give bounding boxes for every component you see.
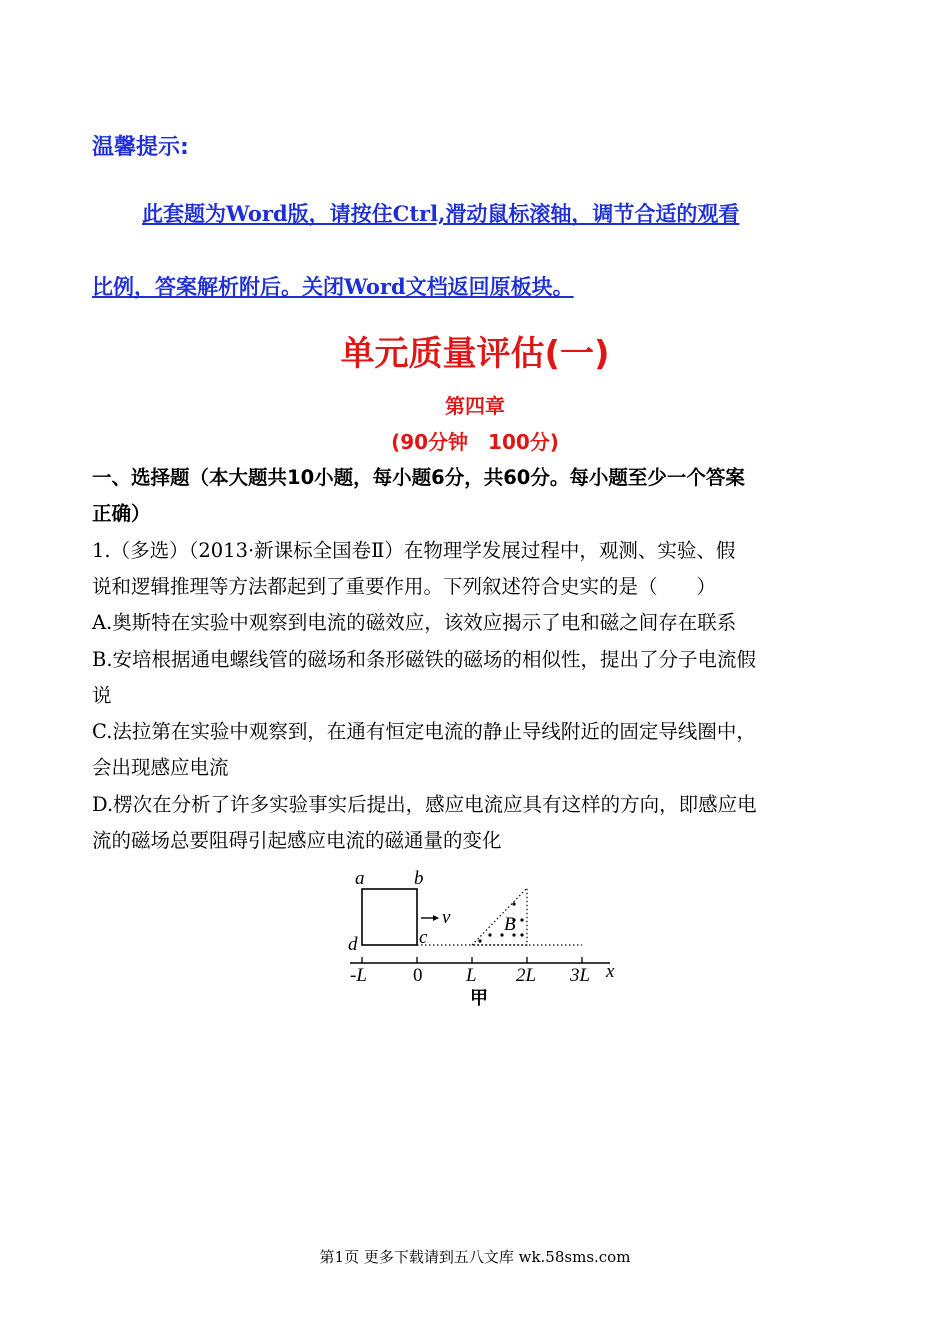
chapter-heading: 第四章 bbox=[445, 394, 505, 418]
page-title: 单元质量评估(一) bbox=[340, 334, 610, 374]
hint-line-1[interactable]: 此套题为Word版，请按住Ctrl,滑动鼠标滚轴，调节合适的观看 bbox=[142, 201, 740, 226]
option-b-line-1: B.安培根据通电螺线管的磁场和条形磁铁的磁场的相似性，提出了分子电流假 bbox=[92, 648, 757, 671]
physics-figure bbox=[330, 862, 630, 982]
label-a: a bbox=[355, 868, 365, 889]
figure-caption: 甲 bbox=[470, 988, 488, 1009]
tick-label-l: L bbox=[466, 965, 477, 982]
triangle-field-region bbox=[472, 888, 527, 945]
section-heading-line-2: 正确） bbox=[92, 502, 151, 525]
question-stem-line-1: 1.（多选）（2013·新课标全国卷Ⅱ）在物理学发展过程中，观测、实验、假 bbox=[92, 539, 736, 562]
option-d-line-2: 流的磁场总要阻碍引起感应电流的磁通量的变化 bbox=[92, 829, 502, 852]
velocity-arrowhead bbox=[433, 915, 439, 921]
field-dots bbox=[478, 902, 523, 942]
tick-label-2l: 2L bbox=[516, 965, 537, 982]
hint-line-2[interactable]: 比例，答案解析附后。关闭Word文档返回原板块。 bbox=[92, 274, 574, 299]
tick-label-0: 0 bbox=[413, 965, 423, 982]
option-d-line-1: D.楞次在分析了许多实验事实后提出，感应电流应具有这样的方向，即感应电 bbox=[92, 793, 757, 816]
option-a: A.奥斯特在实验中观察到电流的磁效应，该效应揭示了电和磁之间存在联系 bbox=[92, 611, 737, 634]
square-loop bbox=[362, 889, 417, 945]
tick-label-3l: 3L bbox=[570, 965, 591, 982]
option-c-line-2: 会出现感应电流 bbox=[92, 756, 229, 779]
section-heading-line-1: 一、选择题（本大题共10小题，每小题6分，共60分。每小题至少一个答案 bbox=[92, 466, 745, 489]
option-c-line-1: C.法拉第在实验中观察到，在通有恒定电流的静止导线附近的固定导线圈中， bbox=[92, 720, 756, 743]
tick-label-neg-l: -L bbox=[350, 965, 367, 982]
option-b-line-2: 说 bbox=[92, 684, 112, 707]
label-c: c bbox=[419, 927, 428, 948]
label-v: v bbox=[442, 907, 451, 928]
time-score: (90分钟 100分) bbox=[391, 430, 559, 454]
axis-label-x: x bbox=[606, 961, 615, 982]
question-stem-line-2: 说和逻辑推理等方法都起到了重要作用。下列叙述符合史实的是（ ） bbox=[92, 575, 717, 598]
label-b-field: B bbox=[504, 914, 516, 935]
label-b: b bbox=[414, 868, 424, 889]
page-footer: 第1页 更多下载请到五八文库 wk.58sms.com bbox=[319, 1248, 631, 1266]
hint-title: 温馨提示: bbox=[92, 135, 189, 160]
label-d: d bbox=[348, 934, 358, 955]
